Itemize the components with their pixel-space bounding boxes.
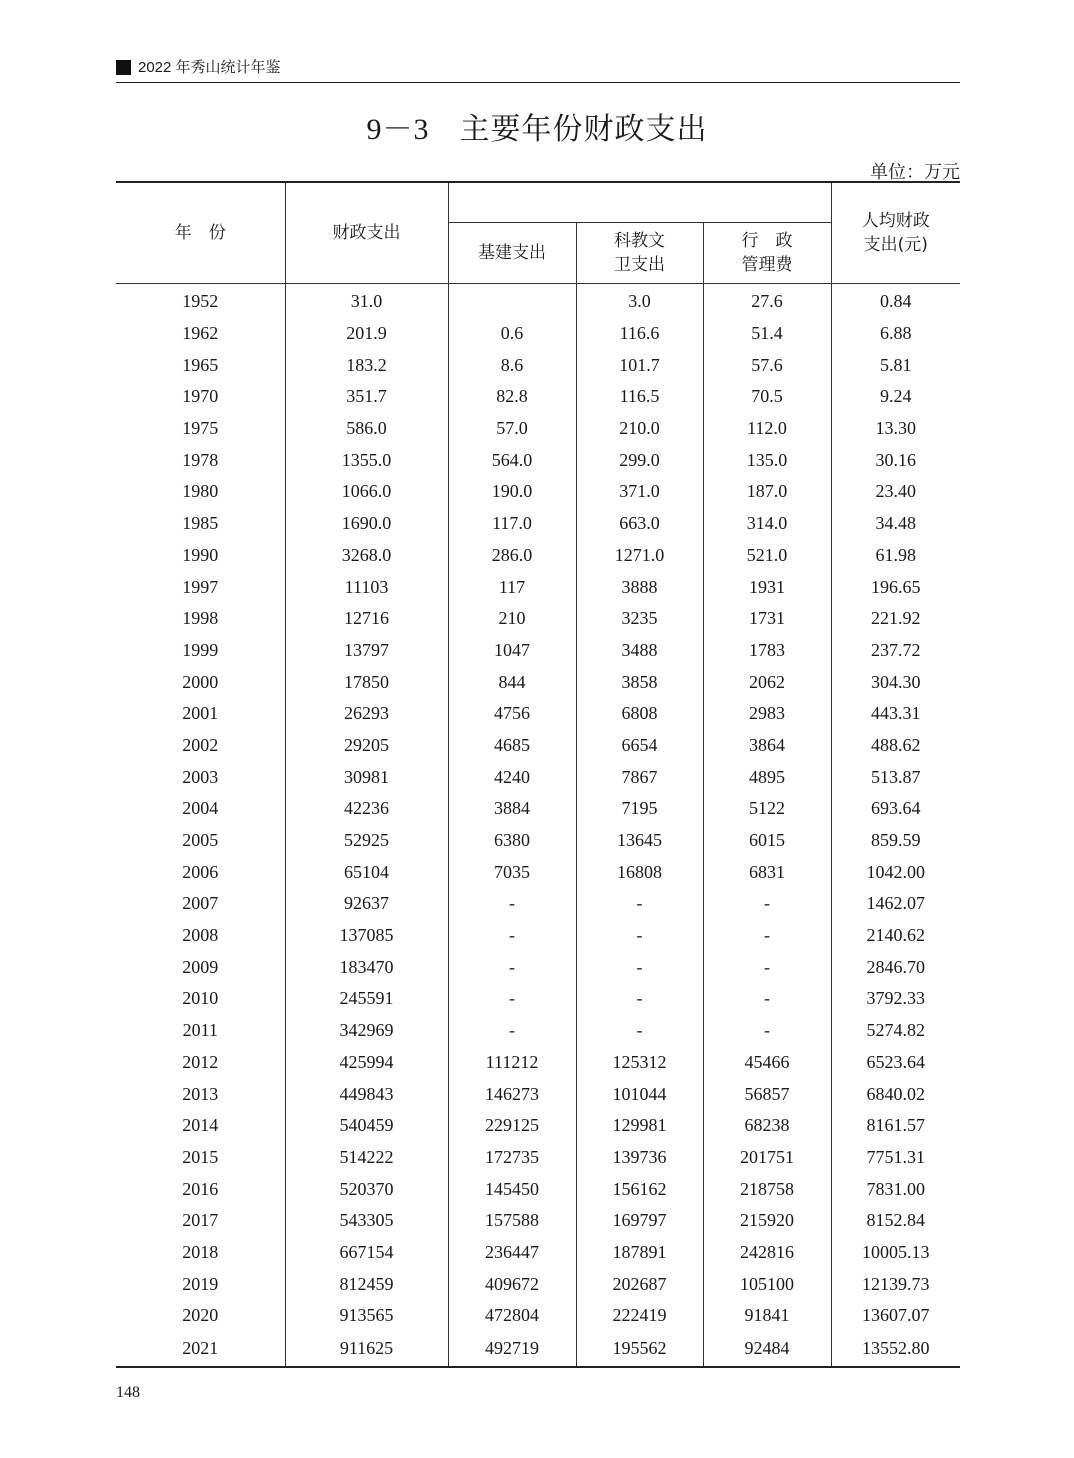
cell-admin: 2983: [703, 698, 831, 730]
cell-fiscal: 30981: [285, 761, 448, 793]
cell-sci-edu: 222419: [576, 1300, 703, 1332]
cell-construction: 286.0: [448, 540, 576, 572]
cell-admin: 45466: [703, 1047, 831, 1079]
cell-sci-edu: 129981: [576, 1110, 703, 1142]
cell-admin: 314.0: [703, 508, 831, 540]
cell-construction: 7035: [448, 856, 576, 888]
table-title-text: 主要年份财政支出: [459, 112, 708, 147]
cell-per-capita: 30.16: [875, 449, 916, 470]
table-row: [116, 413, 960, 445]
cell-construction: 210: [448, 603, 576, 635]
cell-fiscal: 245591: [285, 983, 448, 1015]
cell-sci-edu: -: [576, 920, 703, 952]
cell-fiscal: 342969: [285, 1015, 448, 1047]
table-row: [116, 1237, 960, 1269]
cell-fiscal: 1690.0: [285, 508, 448, 540]
cell-sci-edu: 13645: [576, 825, 703, 857]
table-row: [116, 698, 960, 730]
cell-fiscal: 42236: [285, 793, 448, 825]
cell-admin: 1931: [703, 571, 831, 603]
cell-admin: 70.5: [703, 381, 831, 413]
cell-construction: 146273: [448, 1078, 576, 1110]
cell-year: 2007: [116, 888, 285, 920]
col-header-admin: [703, 223, 831, 284]
cell-sci-edu: 195562: [576, 1332, 703, 1367]
cell-year: 1965: [116, 349, 285, 381]
table-row: [116, 1110, 960, 1142]
cell-construction: 236447: [448, 1237, 576, 1269]
table-row: [116, 603, 960, 635]
cell-sci-edu: 3858: [576, 666, 703, 698]
cell-per-capita: 9.24: [880, 386, 912, 407]
cell-year: 1998: [116, 603, 285, 635]
cell-admin: 51.4: [703, 318, 831, 350]
cell-year: 2015: [116, 1142, 285, 1174]
cell-admin: 92484: [703, 1332, 831, 1367]
table-row: [116, 856, 960, 888]
cell-fiscal: 913565: [285, 1300, 448, 1332]
cell-year: 1997: [116, 571, 285, 603]
cell-construction: 145450: [448, 1173, 576, 1205]
table-row: [116, 349, 960, 381]
table-row: [116, 825, 960, 857]
cell-fiscal: 17850: [285, 666, 448, 698]
cell-year: 2012: [116, 1047, 285, 1079]
cell-admin: 2062: [703, 666, 831, 698]
cell-construction: -: [448, 951, 576, 983]
cell-fiscal: 1355.0: [285, 444, 448, 476]
cell-construction: -: [448, 1015, 576, 1047]
cell-fiscal: 351.7: [285, 381, 448, 413]
cell-per-capita: 0.84: [880, 291, 912, 312]
table-row: [116, 983, 960, 1015]
cell-year: 2009: [116, 951, 285, 983]
cell-sci-edu: 101.7: [576, 349, 703, 381]
fiscal-expenditure-table: [116, 181, 960, 1368]
table-row: [116, 318, 960, 350]
col-header-sci-edu: [576, 223, 703, 284]
cell-sci-edu: -: [576, 1015, 703, 1047]
cell-construction: 492719: [448, 1332, 576, 1367]
cell-fiscal: 520370: [285, 1173, 448, 1205]
cell-fiscal: 540459: [285, 1110, 448, 1142]
cell-per-capita: 2140.62: [866, 925, 925, 946]
table-row: [116, 284, 960, 318]
cell-fiscal: 13797: [285, 635, 448, 667]
cell-admin: 1731: [703, 603, 831, 635]
cell-sci-edu: -: [576, 888, 703, 920]
cell-sci-edu: 3488: [576, 635, 703, 667]
cell-year: 2018: [116, 1237, 285, 1269]
cell-construction: 4240: [448, 761, 576, 793]
cell-year: 2016: [116, 1173, 285, 1205]
cell-construction: 82.8: [448, 381, 576, 413]
cell-fiscal: 449843: [285, 1078, 448, 1110]
cell-year: 2000: [116, 666, 285, 698]
cell-per-capita: 6523.64: [866, 1051, 925, 1072]
per-capita-line1: 人均财政: [861, 211, 930, 231]
cell-fiscal: 65104: [285, 856, 448, 888]
cell-construction: -: [448, 983, 576, 1015]
table-row: [116, 1268, 960, 1300]
table-body: [116, 284, 960, 1367]
table-row: [116, 508, 960, 540]
cell-sci-edu: 187891: [576, 1237, 703, 1269]
cell-sci-edu: 7867: [576, 761, 703, 793]
cell-sci-edu: 116.6: [576, 318, 703, 350]
cell-construction: 57.0: [448, 413, 576, 445]
cell-fiscal: 3268.0: [285, 540, 448, 572]
table-row: [116, 571, 960, 603]
cell-per-capita: 7751.31: [866, 1146, 925, 1167]
cell-sci-edu: 663.0: [576, 508, 703, 540]
cell-construction: [448, 284, 576, 318]
cell-year: 1975: [116, 413, 285, 445]
table-number: 9－3: [366, 113, 430, 146]
cell-sci-edu: 299.0: [576, 444, 703, 476]
cell-year: 2001: [116, 698, 285, 730]
cell-year: 2005: [116, 825, 285, 857]
cell-fiscal: 52925: [285, 825, 448, 857]
table-row: [116, 540, 960, 572]
cell-sci-edu: 169797: [576, 1205, 703, 1237]
cell-per-capita: 8152.84: [866, 1210, 925, 1231]
cell-construction: 117: [448, 571, 576, 603]
cell-per-capita: 1042.00: [866, 861, 925, 882]
cell-per-capita: 488.62: [871, 734, 921, 755]
cell-construction: 564.0: [448, 444, 576, 476]
cell-construction: -: [448, 920, 576, 952]
cell-per-capita: 859.59: [871, 830, 921, 851]
cell-admin: 201751: [703, 1142, 831, 1174]
cell-year: 1952: [116, 284, 285, 318]
cell-sci-edu: -: [576, 983, 703, 1015]
page-number: 148: [116, 1384, 140, 1401]
cell-admin: -: [703, 888, 831, 920]
cell-per-capita: 13552.80: [831, 1332, 960, 1367]
cell-sci-edu: 156162: [576, 1173, 703, 1205]
table-row: [116, 1047, 960, 1079]
cell-admin: 1783: [703, 635, 831, 667]
cell-per-capita: 7831.00: [866, 1178, 925, 1199]
table-row: [116, 1015, 960, 1047]
table-row: [116, 1205, 960, 1237]
col-header-construction: 基建支出: [448, 223, 576, 284]
cell-construction: 172735: [448, 1142, 576, 1174]
cell-construction: 229125: [448, 1110, 576, 1142]
cell-sci-edu: 101044: [576, 1078, 703, 1110]
table-row: [116, 920, 960, 952]
table-title: [0, 104, 1074, 148]
cell-per-capita: 2846.70: [866, 956, 925, 977]
cell-admin: 5122: [703, 793, 831, 825]
cell-year: 2017: [116, 1205, 285, 1237]
cell-admin: 3864: [703, 730, 831, 762]
cell-per-capita: 1462.07: [866, 893, 925, 914]
cell-admin: 68238: [703, 1110, 831, 1142]
cell-admin: 215920: [703, 1205, 831, 1237]
cell-admin: -: [703, 951, 831, 983]
cell-fiscal: 667154: [285, 1237, 448, 1269]
cell-year: 2002: [116, 730, 285, 762]
cell-sci-edu: -: [576, 951, 703, 983]
cell-sci-edu: 16808: [576, 856, 703, 888]
cell-fiscal: 514222: [285, 1142, 448, 1174]
cell-fiscal: 137085: [285, 920, 448, 952]
cell-admin: -: [703, 920, 831, 952]
cell-admin: 112.0: [703, 413, 831, 445]
cell-year: 2014: [116, 1110, 285, 1142]
cell-per-capita: 8161.57: [866, 1115, 925, 1136]
table-row: [116, 888, 960, 920]
cell-construction: -: [448, 888, 576, 920]
sci-edu-line1: 科教文: [614, 231, 665, 251]
cell-sci-edu: 3888: [576, 571, 703, 603]
cell-year: 2021: [116, 1332, 285, 1367]
cell-sci-edu: 6808: [576, 698, 703, 730]
sci-edu-line2: 卫支出: [614, 255, 665, 275]
cell-admin: 105100: [703, 1268, 831, 1300]
cell-year: 2003: [116, 761, 285, 793]
cell-sci-edu: 1271.0: [576, 540, 703, 572]
cell-sci-edu: 125312: [576, 1047, 703, 1079]
cell-admin: 242816: [703, 1237, 831, 1269]
cell-construction: 1047: [448, 635, 576, 667]
cell-per-capita: 196.65: [871, 576, 921, 597]
cell-per-capita: 3792.33: [866, 988, 925, 1009]
table-row: [116, 761, 960, 793]
cell-construction: 4685: [448, 730, 576, 762]
cell-sci-edu: 7195: [576, 793, 703, 825]
cell-year: 2006: [116, 856, 285, 888]
cell-fiscal: 183470: [285, 951, 448, 983]
cell-construction: 157588: [448, 1205, 576, 1237]
cell-year: 2004: [116, 793, 285, 825]
cell-per-capita: 61.98: [875, 544, 916, 565]
cell-year: 2008: [116, 920, 285, 952]
cell-admin: 135.0: [703, 444, 831, 476]
cell-per-capita: 5.81: [880, 354, 912, 375]
table-row: [116, 1142, 960, 1174]
unit-label: 单位：万元: [870, 162, 960, 183]
cell-year: 1990: [116, 540, 285, 572]
cell-sci-edu: 202687: [576, 1268, 703, 1300]
cell-admin: -: [703, 983, 831, 1015]
cell-per-capita: 6840.02: [866, 1083, 925, 1104]
table-row: [116, 793, 960, 825]
cell-year: 2020: [116, 1300, 285, 1332]
per-capita-line2: 支出(元): [863, 235, 928, 255]
cell-construction: 844: [448, 666, 576, 698]
cell-year: 2011: [116, 1015, 285, 1047]
cell-per-capita: 443.31: [871, 703, 921, 724]
cell-sci-edu: 3.0: [576, 284, 703, 318]
cell-per-capita: 23.40: [875, 481, 916, 502]
cell-fiscal: 29205: [285, 730, 448, 762]
cell-construction: 111212: [448, 1047, 576, 1079]
cell-year: 1980: [116, 476, 285, 508]
cell-per-capita: 6.88: [880, 323, 912, 344]
col-header-group-spacer: [448, 182, 831, 223]
cell-fiscal: 1066.0: [285, 476, 448, 508]
table-row: [116, 381, 960, 413]
cell-admin: 521.0: [703, 540, 831, 572]
table-row: [116, 444, 960, 476]
cell-fiscal: 812459: [285, 1268, 448, 1300]
cell-construction: 8.6: [448, 349, 576, 381]
cell-per-capita: 221.92: [871, 608, 921, 629]
cell-admin: 4895: [703, 761, 831, 793]
cell-construction: 409672: [448, 1268, 576, 1300]
table-row: [116, 1078, 960, 1110]
cell-sci-edu: 3235: [576, 603, 703, 635]
cell-fiscal: 12716: [285, 603, 448, 635]
cell-fiscal: 31.0: [285, 284, 448, 318]
cell-construction: 0.6: [448, 318, 576, 350]
cell-admin: 27.6: [703, 284, 831, 318]
cell-per-capita: 5274.82: [866, 1020, 925, 1041]
cell-sci-edu: 139736: [576, 1142, 703, 1174]
cell-admin: 91841: [703, 1300, 831, 1332]
cell-sci-edu: 371.0: [576, 476, 703, 508]
cell-sci-edu: 210.0: [576, 413, 703, 445]
col-header-fiscal: 财政支出: [285, 182, 448, 284]
cell-fiscal: 92637: [285, 888, 448, 920]
admin-line2: 管理费: [741, 255, 793, 275]
cell-year: 1962: [116, 318, 285, 350]
col-header-year: 年 份: [116, 182, 285, 284]
cell-per-capita: 12139.73: [862, 1273, 930, 1294]
cell-year: 2010: [116, 983, 285, 1015]
cell-construction: 117.0: [448, 508, 576, 540]
cell-admin: 56857: [703, 1078, 831, 1110]
cell-per-capita: 693.64: [871, 798, 921, 819]
cell-year: 1999: [116, 635, 285, 667]
cell-per-capita: 513.87: [871, 766, 921, 787]
cell-fiscal: 586.0: [285, 413, 448, 445]
table-row: [116, 666, 960, 698]
table-row: [116, 635, 960, 667]
cell-fiscal: 911625: [285, 1332, 448, 1367]
cell-construction: 3884: [448, 793, 576, 825]
cell-construction: 190.0: [448, 476, 576, 508]
cell-year: 1978: [116, 444, 285, 476]
cell-fiscal: 201.9: [285, 318, 448, 350]
cell-admin: 187.0: [703, 476, 831, 508]
cell-year: 2019: [116, 1268, 285, 1300]
cell-per-capita: 13607.07: [862, 1305, 930, 1326]
cell-fiscal: 543305: [285, 1205, 448, 1237]
cell-fiscal: 425994: [285, 1047, 448, 1079]
cell-per-capita: 10005.13: [862, 1241, 930, 1262]
cell-per-capita: 304.30: [871, 671, 921, 692]
cell-construction: 472804: [448, 1300, 576, 1332]
cell-per-capita: 34.48: [875, 513, 916, 534]
cell-admin: 6831: [703, 856, 831, 888]
cell-construction: 6380: [448, 825, 576, 857]
cell-year: 2013: [116, 1078, 285, 1110]
cell-year: 1985: [116, 508, 285, 540]
cell-admin: -: [703, 1015, 831, 1047]
cell-construction: 4756: [448, 698, 576, 730]
header-square-icon: [116, 60, 131, 75]
table-row: [116, 951, 960, 983]
cell-per-capita: 13.30: [875, 418, 916, 439]
cell-per-capita: 237.72: [871, 639, 921, 660]
cell-fiscal: 11103: [285, 571, 448, 603]
table-row: [116, 1332, 960, 1367]
table-row: [116, 1173, 960, 1205]
cell-admin: 218758: [703, 1173, 831, 1205]
admin-line1: 行 政: [741, 231, 793, 251]
cell-admin: 6015: [703, 825, 831, 857]
cell-fiscal: 26293: [285, 698, 448, 730]
col-header-per-capita: [831, 182, 960, 284]
cell-sci-edu: 116.5: [576, 381, 703, 413]
cell-sci-edu: 6654: [576, 730, 703, 762]
table-row: [116, 476, 960, 508]
table-row: [116, 1300, 960, 1332]
cell-fiscal: 183.2: [285, 349, 448, 381]
cell-admin: 57.6: [703, 349, 831, 381]
cell-year: 1970: [116, 381, 285, 413]
running-header: [116, 58, 960, 83]
table-row: [116, 730, 960, 762]
header-text: 2022 年秀山统计年鉴: [138, 59, 281, 76]
